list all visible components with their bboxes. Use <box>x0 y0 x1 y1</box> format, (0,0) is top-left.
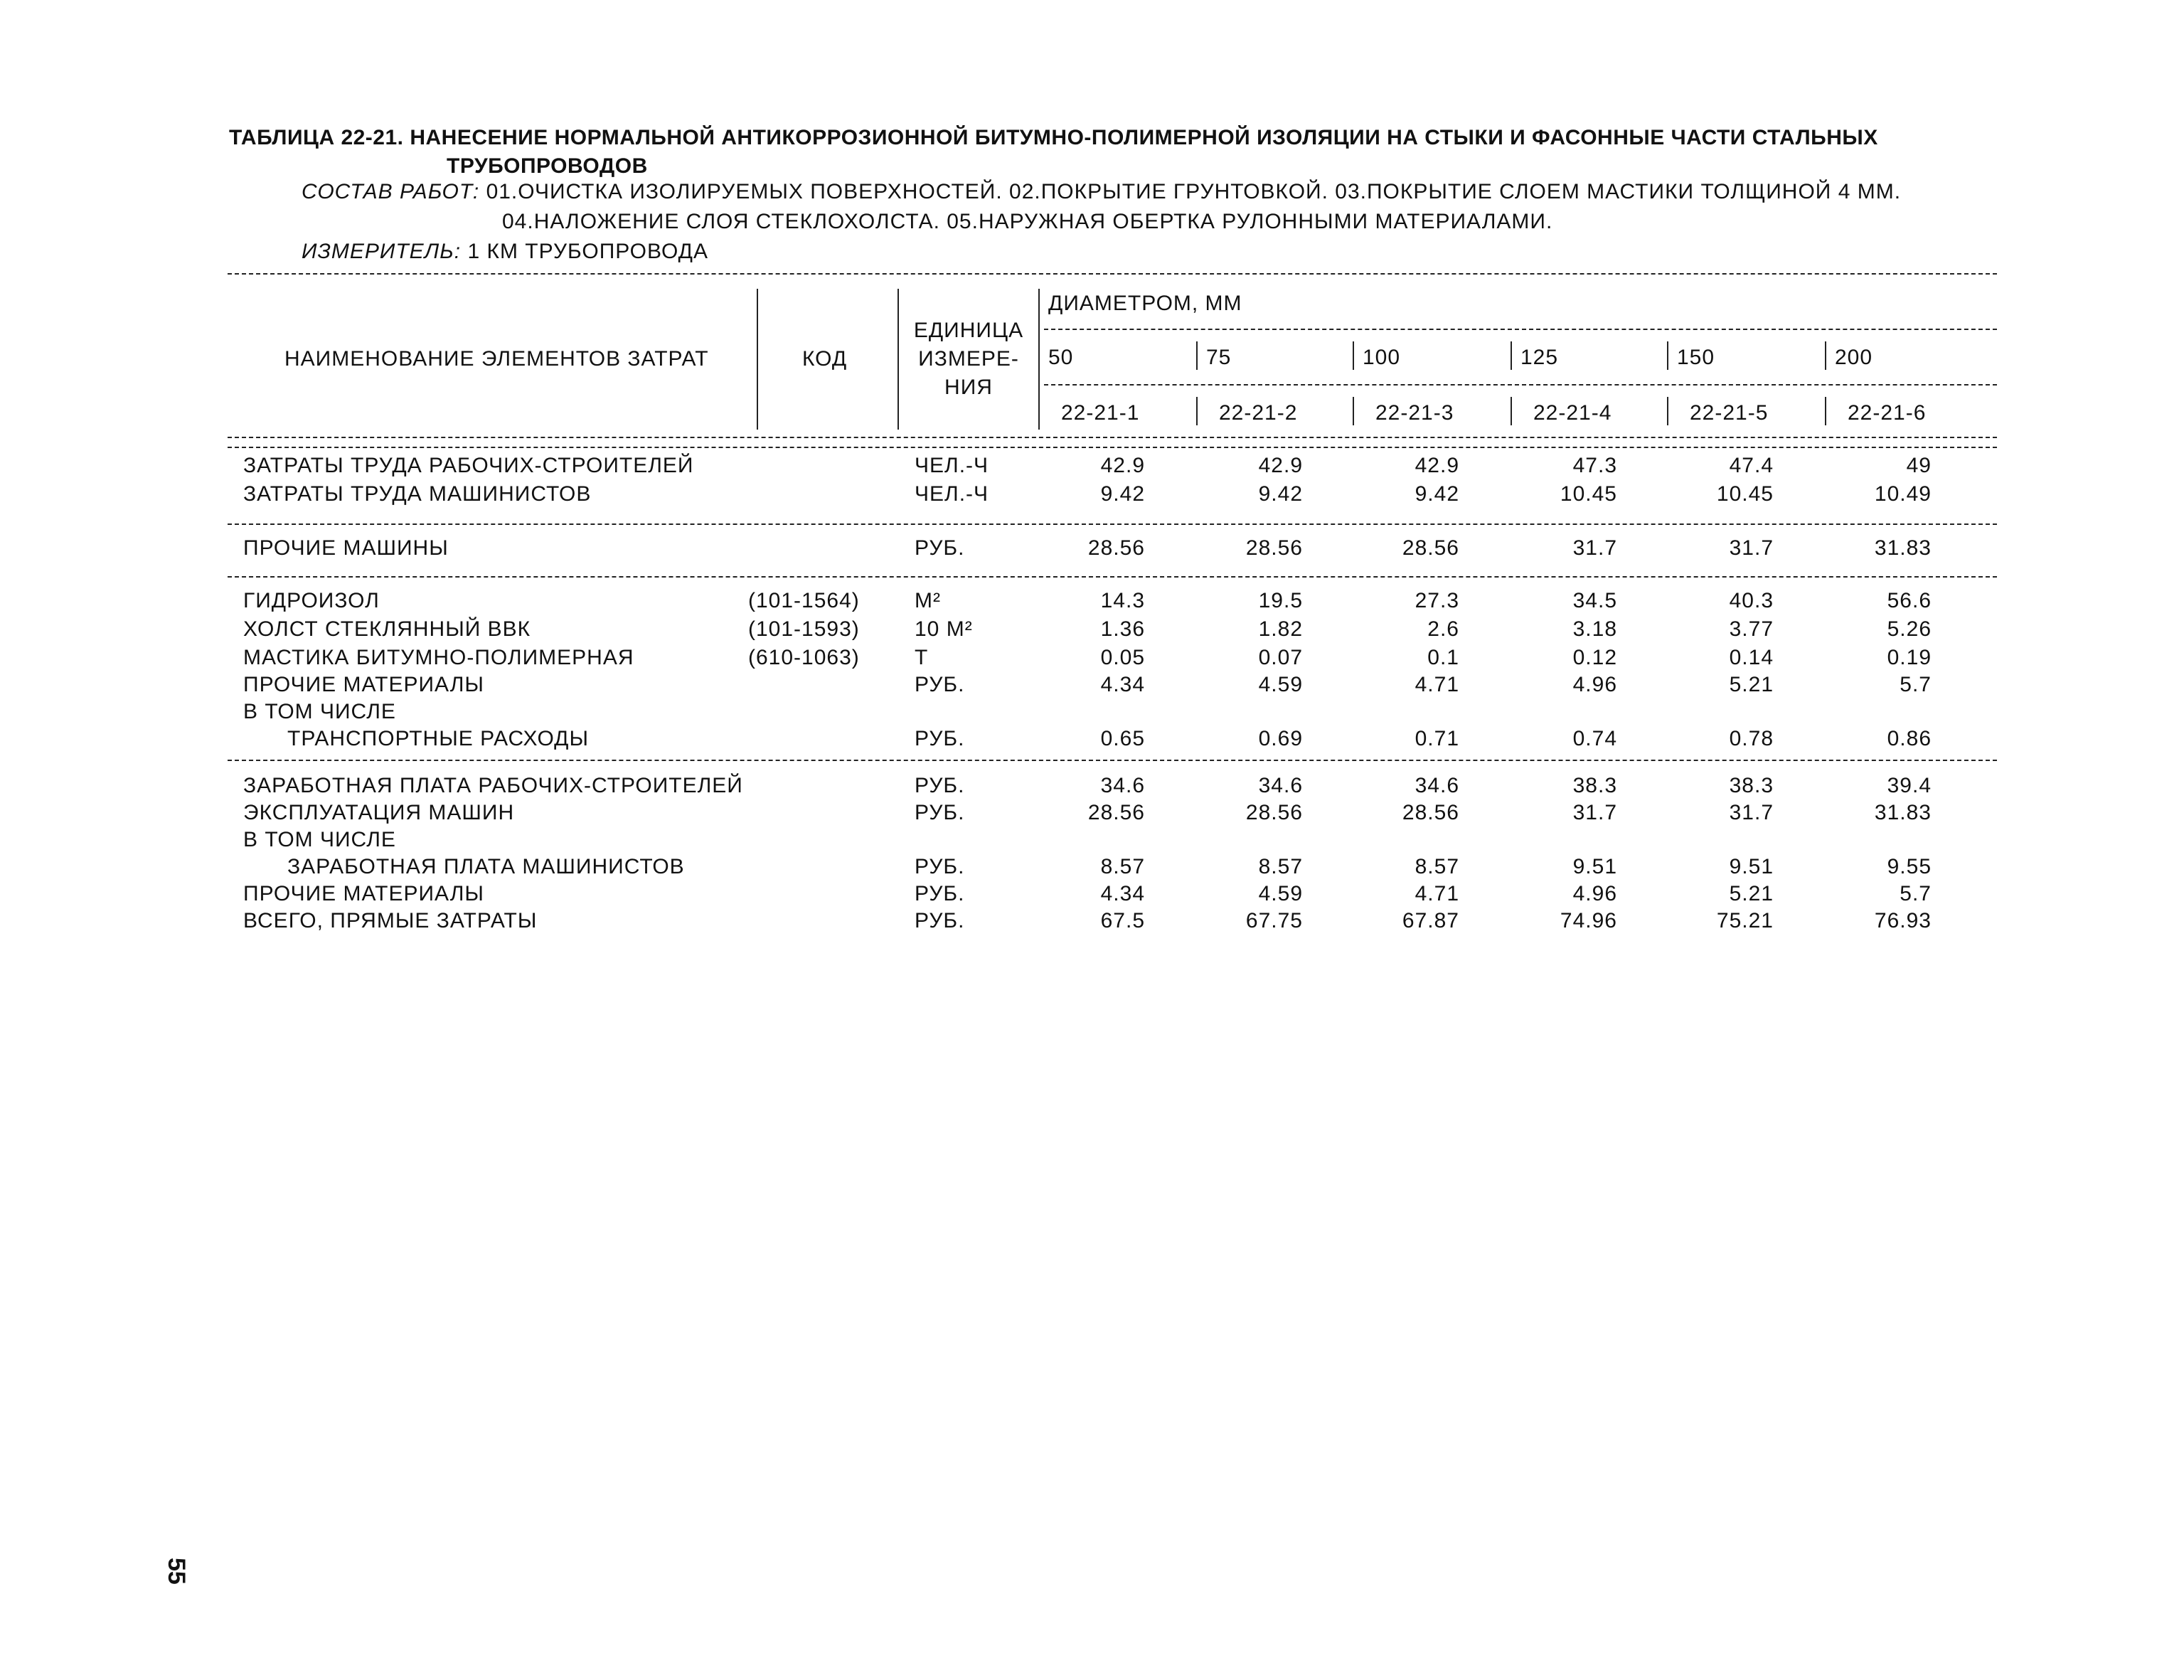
row-unit: РУБ. <box>915 727 965 750</box>
diameter-rule <box>1044 329 1997 330</box>
row-value: 0.86 <box>1887 727 1932 750</box>
row-name: ЗАРАБОТНАЯ ПЛАТА МАШИНИСТОВ <box>287 855 685 878</box>
row-code: (101-1564) <box>748 589 860 612</box>
row-value: 31.7 <box>1729 536 1774 560</box>
row-value: 75.21 <box>1716 909 1774 932</box>
row-value: 34.6 <box>1415 774 1459 797</box>
row-value: 9.42 <box>1258 482 1303 506</box>
meter-value: 1 КМ ТРУБОПРОВОДА <box>467 240 708 263</box>
code-col-1: 22-21-1 <box>1061 401 1140 425</box>
row-value: 27.3 <box>1415 589 1459 612</box>
row-value: 42.9 <box>1100 454 1145 477</box>
row-unit: Т <box>915 646 929 669</box>
row-unit: РУБ. <box>915 909 965 932</box>
row-value: 0.19 <box>1887 646 1932 669</box>
row-unit: ЧЕЛ.-Ч <box>915 454 989 477</box>
row-unit: РУБ. <box>915 801 965 824</box>
row-value: 9.42 <box>1415 482 1459 506</box>
row-unit: РУБ. <box>915 855 965 878</box>
row-name: ЗАТРАТЫ ТРУДА МАШИНИСТОВ <box>243 482 592 506</box>
row-name: ПРОЧИЕ МАШИНЫ <box>243 536 449 560</box>
row-unit: М² <box>915 589 941 612</box>
row-value: 28.56 <box>1245 801 1303 824</box>
row-value: 14.3 <box>1100 589 1145 612</box>
header-divider-unit <box>1038 289 1040 430</box>
diameter-125: 125 <box>1520 346 1559 369</box>
composition-text1: 01.ОЧИСТКА ИЗОЛИРУЕМЫХ ПОВЕРХНОСТЕЙ. 02.ПОКРЫТИЕ ГРУНТОВКОЙ. 03.ПОКРЫТИЕ СЛОЕМ МАСТИКИ ТОЛЩИНОЙ 4 ММ. <box>486 180 1902 203</box>
row-value: 76.93 <box>1874 909 1932 932</box>
header-unit-2: ИЗМЕРЕ- <box>918 347 1019 371</box>
header-bottom-rule <box>228 437 1997 438</box>
row-value: 34.5 <box>1572 589 1617 612</box>
row-value: 5.7 <box>1900 673 1932 696</box>
table-row <box>0 725 2184 753</box>
header-bottom-rule-2 <box>228 447 1997 448</box>
table-row <box>0 799 2184 826</box>
row-value: 0.71 <box>1415 727 1459 750</box>
table-row <box>0 826 2184 854</box>
row-value: 40.3 <box>1729 589 1774 612</box>
table-row <box>0 588 2184 615</box>
header-divider-name <box>757 289 758 430</box>
code-col-5: 22-21-5 <box>1690 401 1769 425</box>
row-value: 2.6 <box>1427 617 1459 641</box>
row-value: 9.51 <box>1729 855 1774 878</box>
row-value: 19.5 <box>1258 589 1303 612</box>
row-value: 31.83 <box>1874 801 1932 824</box>
row-name: В ТОМ ЧИСЛЕ <box>243 700 396 723</box>
row-value: 28.56 <box>1402 536 1459 560</box>
row-value: 0.12 <box>1572 646 1617 669</box>
row-value: 42.9 <box>1415 454 1459 477</box>
table-top-rule <box>228 273 1997 275</box>
diam-divider-3 <box>1511 341 1512 370</box>
row-name: МАСТИКА БИТУМНО-ПОЛИМЕРНАЯ <box>243 646 634 669</box>
row-unit: ЧЕЛ.-Ч <box>915 482 989 506</box>
code-divider-3 <box>1511 397 1512 425</box>
row-value: 3.77 <box>1729 617 1774 641</box>
code-divider-1 <box>1196 397 1198 425</box>
row-code: (610-1063) <box>748 646 860 669</box>
header-code: КОД <box>802 347 848 371</box>
row-value: 56.6 <box>1887 589 1932 612</box>
row-value: 8.57 <box>1100 855 1145 878</box>
diameter-100: 100 <box>1363 346 1401 369</box>
diam-divider-2 <box>1353 341 1354 370</box>
code-divider-2 <box>1353 397 1354 425</box>
code-divider-4 <box>1667 397 1668 425</box>
row-value: 10.45 <box>1560 482 1617 506</box>
row-value: 4.34 <box>1100 673 1145 696</box>
row-value: 34.6 <box>1258 774 1303 797</box>
table-title-line2: ТРУБОПРОВОДОВ <box>447 154 648 178</box>
row-value: 31.83 <box>1874 536 1932 560</box>
row-unit: РУБ. <box>915 774 965 797</box>
row-name: ЭКСПЛУАТАЦИЯ МАШИН <box>243 801 515 824</box>
code-col-2: 22-21-2 <box>1219 401 1298 425</box>
table-row <box>0 481 2184 508</box>
table-row <box>0 698 2184 725</box>
row-unit: РУБ. <box>915 673 965 696</box>
row-value: 28.56 <box>1245 536 1303 560</box>
row-value: 74.96 <box>1560 909 1617 932</box>
row-value: 4.71 <box>1415 882 1459 905</box>
diameter-150: 150 <box>1677 346 1715 369</box>
row-value: 38.3 <box>1572 774 1617 797</box>
code-col-3: 22-21-3 <box>1375 401 1454 425</box>
composition-text2: 04.НАЛОЖЕНИЕ СЛОЯ СТЕКЛОХОЛСТА. 05.НАРУЖНАЯ ОБЕРТКА РУЛОННЫМИ МАТЕРИАЛАМИ. <box>502 210 1553 233</box>
header-unit-1: ЕДИНИЦА <box>913 319 1024 342</box>
row-value: 34.6 <box>1100 774 1145 797</box>
row-value: 0.07 <box>1258 646 1303 669</box>
group-rule-3 <box>228 760 1997 761</box>
row-name: ПРОЧИЕ МАТЕРИАЛЫ <box>243 882 484 905</box>
table-row <box>0 854 2184 881</box>
table-row <box>0 772 2184 799</box>
row-value: 10.49 <box>1874 482 1932 506</box>
meter-label: ИЗМЕРИТЕЛЬ: <box>302 240 462 263</box>
table-row <box>0 908 2184 935</box>
row-name: ВСЕГО, ПРЯМЫЕ ЗАТРАТЫ <box>243 909 538 932</box>
composition-line2 <box>502 208 1552 236</box>
composition-label: СОСТАВ РАБОТ: <box>302 180 480 203</box>
row-value: 4.59 <box>1258 673 1303 696</box>
page-number-box <box>162 1558 191 1600</box>
diam-divider-4 <box>1667 341 1668 370</box>
row-name: ЗАРАБОТНАЯ ПЛАТА РАБОЧИХ-СТРОИТЕЛЕЙ <box>243 774 743 797</box>
row-value: 8.57 <box>1258 855 1303 878</box>
row-value: 47.4 <box>1729 454 1774 477</box>
header-diameter: ДИАМЕТРОМ, ММ <box>1048 292 1242 315</box>
row-unit: 10 М² <box>915 617 973 641</box>
row-value: 0.05 <box>1100 646 1145 669</box>
row-value: 31.7 <box>1572 801 1617 824</box>
row-name: ПРОЧИЕ МАТЕРИАЛЫ <box>243 673 484 696</box>
row-value: 4.71 <box>1415 673 1459 696</box>
row-name: ГИДРОИЗОЛ <box>243 589 380 612</box>
row-value: 0.1 <box>1427 646 1459 669</box>
row-value: 1.36 <box>1100 617 1145 641</box>
diameter-75: 75 <box>1206 346 1232 369</box>
row-code: (101-1593) <box>748 617 860 641</box>
table-row <box>0 881 2184 908</box>
row-name: ЗАТРАТЫ ТРУДА РАБОЧИХ-СТРОИТЕЛЕЙ <box>243 454 694 477</box>
row-value: 4.34 <box>1100 882 1145 905</box>
table-title <box>229 124 1936 181</box>
row-value: 0.69 <box>1258 727 1303 750</box>
diameter-200: 200 <box>1835 346 1873 369</box>
row-name: ТРАНСПОРТНЫЕ РАСХОДЫ <box>287 727 590 750</box>
row-value: 39.4 <box>1887 774 1932 797</box>
row-value: 4.96 <box>1572 673 1617 696</box>
row-value: 10.45 <box>1716 482 1774 506</box>
row-value: 5.21 <box>1729 673 1774 696</box>
table-row <box>0 644 2184 671</box>
row-value: 1.82 <box>1258 617 1303 641</box>
row-value: 47.3 <box>1572 454 1617 477</box>
row-value: 0.65 <box>1100 727 1145 750</box>
row-value: 9.51 <box>1572 855 1617 878</box>
row-value: 5.21 <box>1729 882 1774 905</box>
row-value: 8.57 <box>1415 855 1459 878</box>
row-value: 67.87 <box>1402 909 1459 932</box>
page-number: 55 <box>163 1558 190 1585</box>
row-value: 31.7 <box>1729 801 1774 824</box>
diam-divider-1 <box>1196 341 1198 370</box>
row-value: 9.42 <box>1100 482 1145 506</box>
row-value: 67.5 <box>1100 909 1145 932</box>
table-row <box>0 535 2184 562</box>
row-value: 0.78 <box>1729 727 1774 750</box>
code-divider-5 <box>1825 397 1826 425</box>
diam-divider-5 <box>1825 341 1826 370</box>
diameter-50: 50 <box>1048 346 1074 369</box>
row-value: 9.55 <box>1887 855 1932 878</box>
row-name: ХОЛСТ СТЕКЛЯННЫЙ ВВК <box>243 617 531 641</box>
row-value: 0.14 <box>1729 646 1774 669</box>
row-value: 5.7 <box>1900 882 1932 905</box>
row-value: 67.75 <box>1245 909 1303 932</box>
meter-line <box>302 238 708 266</box>
row-value: 28.56 <box>1087 801 1145 824</box>
row-value: 0.74 <box>1572 727 1617 750</box>
row-value: 5.26 <box>1887 617 1932 641</box>
row-name: В ТОМ ЧИСЛЕ <box>243 828 396 851</box>
composition-line1 <box>302 178 1901 206</box>
row-value: 42.9 <box>1258 454 1303 477</box>
table-row <box>0 616 2184 643</box>
group-rule-2 <box>228 576 1997 578</box>
row-value: 38.3 <box>1729 774 1774 797</box>
row-value: 28.56 <box>1087 536 1145 560</box>
row-value: 4.96 <box>1572 882 1617 905</box>
table-title-line1: ТАБЛИЦА 22-21. НАНЕСЕНИЕ НОРМАЛЬНОЙ АНТИКОРРОЗИОННОЙ БИТУМНО-ПОЛИМЕРНОЙ ИЗОЛЯЦИИ НА СТЫКИ И ФАСОННЫЕ ЧАСТИ СТАЛЬНЫХ <box>229 126 1878 149</box>
row-value: 28.56 <box>1402 801 1459 824</box>
header-name: НАИМЕНОВАНИЕ ЭЛЕМЕНТОВ ЗАТРАТ <box>284 347 709 371</box>
group-rule-1 <box>228 523 1997 525</box>
row-value: 4.59 <box>1258 882 1303 905</box>
table-row <box>0 671 2184 698</box>
codes-rule <box>1044 384 1997 386</box>
row-unit: РУБ. <box>915 536 965 560</box>
row-value: 31.7 <box>1572 536 1617 560</box>
row-value: 49 <box>1906 454 1932 477</box>
header-unit-3: НИЯ <box>944 376 993 399</box>
row-unit: РУБ. <box>915 882 965 905</box>
code-col-4: 22-21-4 <box>1533 401 1612 425</box>
row-value: 3.18 <box>1572 617 1617 641</box>
table-row <box>0 452 2184 479</box>
code-col-6: 22-21-6 <box>1848 401 1927 425</box>
